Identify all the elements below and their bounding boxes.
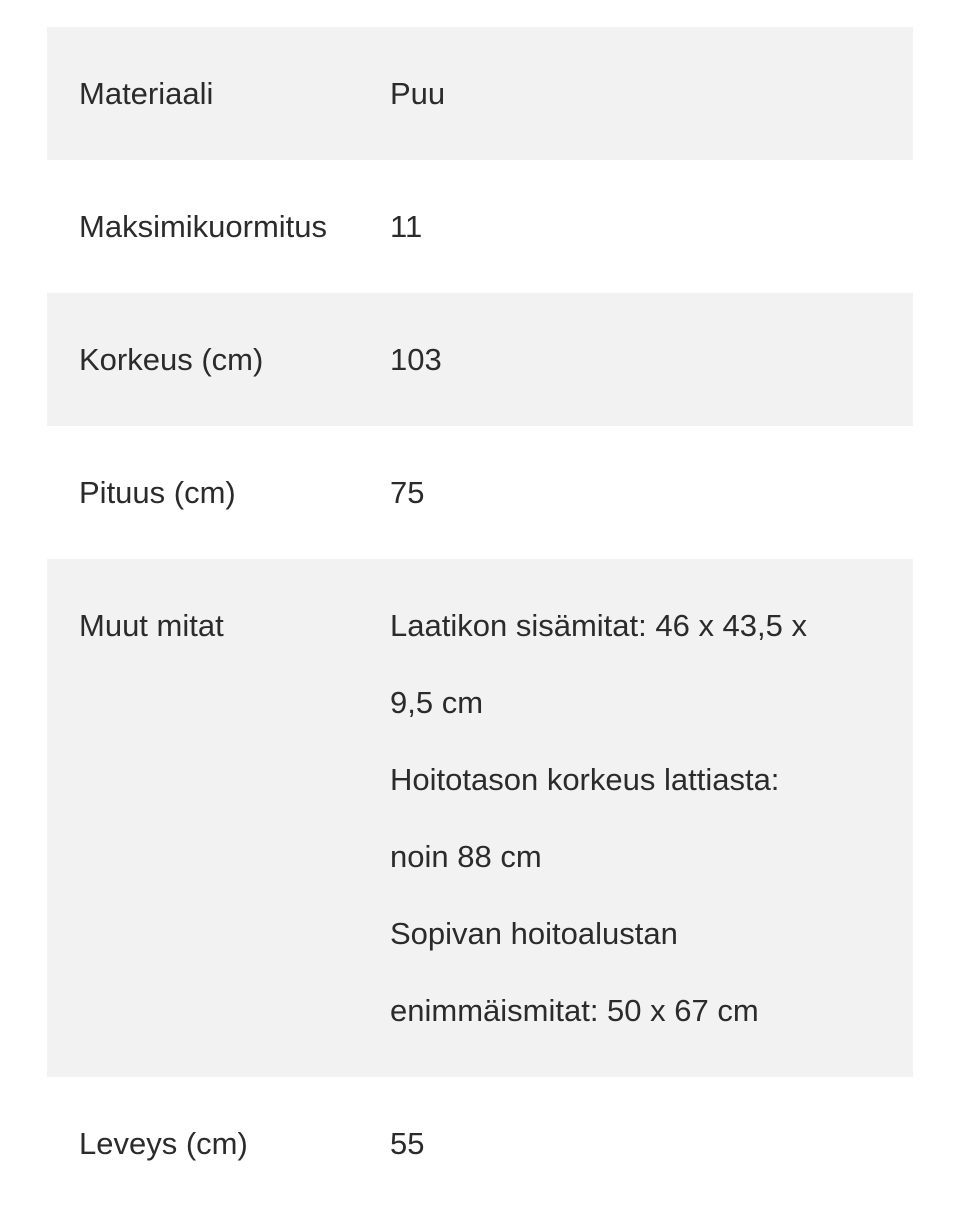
spec-row-height [47, 293, 913, 426]
spec-label: Materiaali [79, 76, 214, 111]
spec-label: Pituus (cm) [79, 475, 236, 510]
spec-value-line: noin 88 cm [390, 839, 542, 874]
spec-row-material [47, 27, 913, 160]
spec-value: 75 [390, 475, 425, 510]
spec-label: Maksimikuormitus [79, 209, 328, 244]
spec-value-line: Hoitotason korkeus lattiasta: [390, 762, 780, 797]
spec-row-length [47, 426, 913, 559]
spec-row-other-dimensions [47, 559, 913, 1077]
spec-value: 55 [390, 1126, 425, 1161]
spec-value-multiline [390, 559, 881, 1049]
spec-label: Korkeus (cm) [79, 342, 264, 377]
spec-value-line: enimmäismitat: 50 x 67 cm [390, 993, 759, 1028]
spec-value: 103 [390, 342, 442, 377]
spec-row-width [47, 1077, 913, 1210]
spec-label: Leveys (cm) [79, 1126, 248, 1161]
product-spec-table [47, 27, 913, 1210]
spec-value: 11 [390, 209, 423, 244]
spec-value-line: Laatikon sisämitat: 46 x 43,5 x [390, 608, 808, 643]
spec-value-line: Sopivan hoitoalustan [390, 916, 678, 951]
spec-row-max-load [47, 160, 913, 293]
spec-label: Muut mitat [79, 608, 224, 643]
spec-value: Puu [390, 76, 446, 111]
spec-value-line: 9,5 cm [390, 685, 484, 720]
